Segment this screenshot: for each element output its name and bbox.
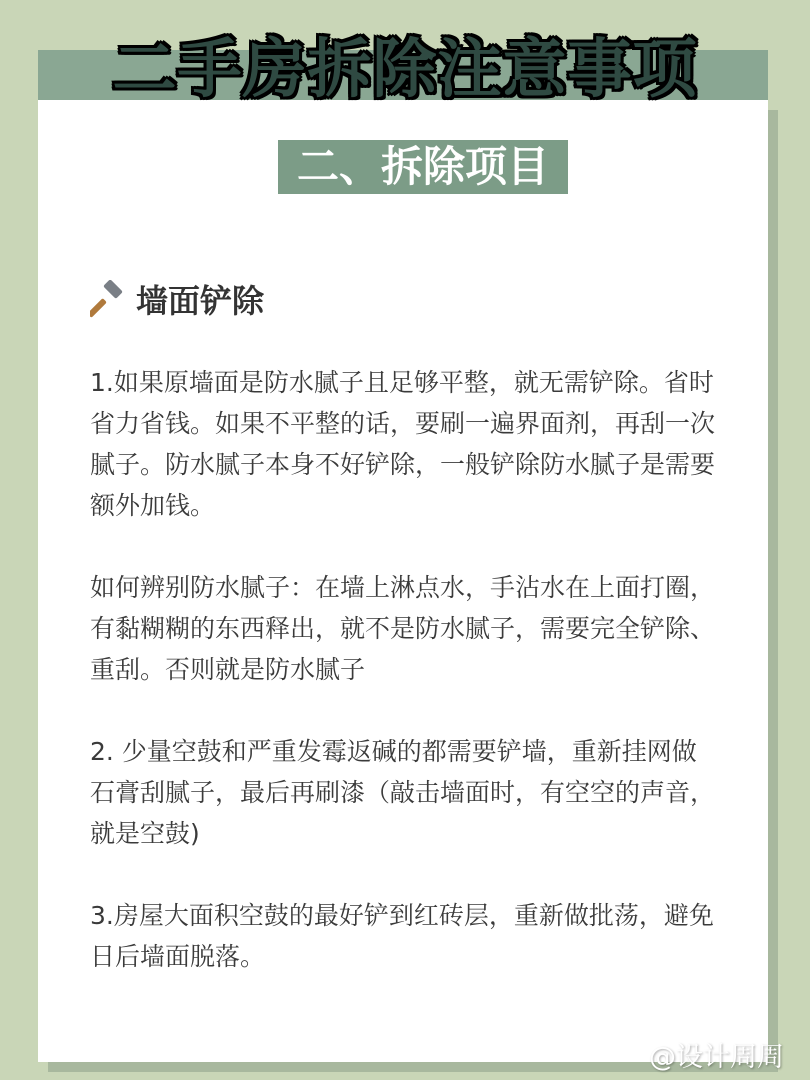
section-heading bbox=[90, 276, 264, 322]
paragraph: 2. 少量空鼓和严重发霉返碱的都需要铲墙，重新挂网做石膏刮腻子，最后再刷漆（敲击墙面时，有空空的声音，就是空鼓) bbox=[90, 737, 716, 848]
hammer-icon bbox=[90, 280, 128, 318]
section-tag: 二、拆除项目 bbox=[278, 140, 568, 194]
paragraph: 1.如果原墙面是防水腻子且足够平整，就无需铲除。省时省力省钱。如果不平整的话，要刷一遍界面剂，再刮一次腻子。防水腻子本身不好铲除，一般铲除防水腻子是需要额外加钱。 bbox=[90, 368, 716, 520]
content-card bbox=[38, 100, 768, 1062]
page-title: 二手房拆除注意事项 bbox=[112, 33, 698, 107]
paragraph: 3.房屋大面积空鼓的最好铲到红砖层，重新做批荡，避免日后墙面脱落。 bbox=[90, 901, 714, 971]
heading-text: 墙面铲除 bbox=[136, 282, 265, 320]
paragraph: 如何辨别防水腻子：在墙上淋点水，手沾水在上面打圈，有黏糊糊的东西释出，就不是防水腻子，需要完全铲除、重刮。否则就是防水腻子 bbox=[90, 573, 716, 684]
watermark: @设计周周 bbox=[649, 1042, 784, 1073]
article-body bbox=[90, 362, 720, 1018]
